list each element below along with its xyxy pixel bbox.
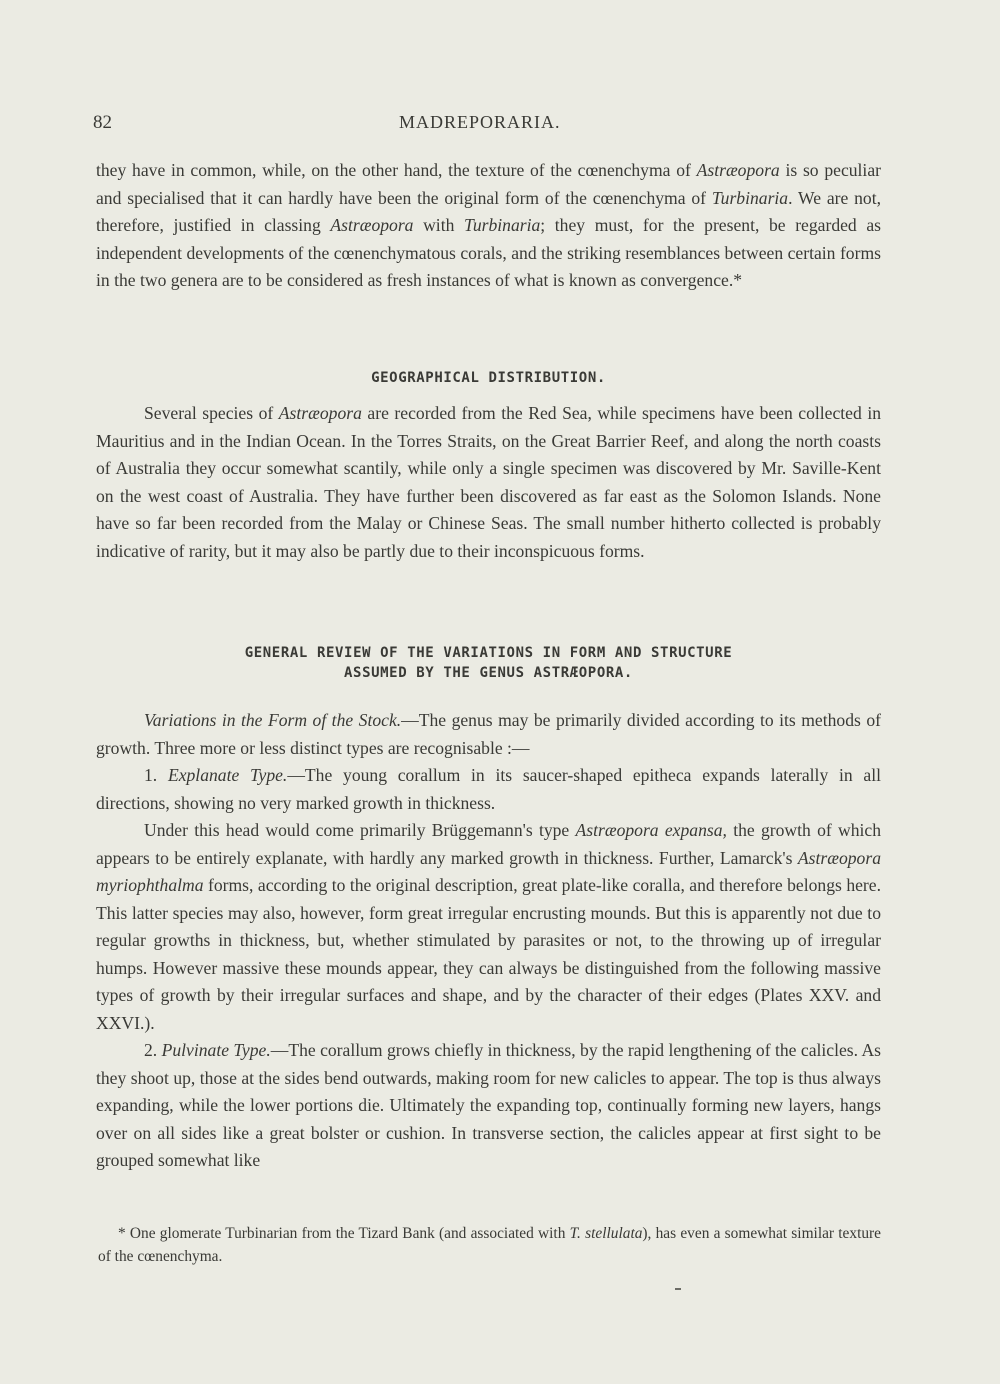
type-name: Explanate Type. bbox=[167, 765, 288, 785]
species-name: T. stellulata bbox=[569, 1225, 643, 1242]
type-name: Pulvinate Type. bbox=[161, 1040, 271, 1060]
heading-line-2: ASSUMED BY THE GENUS ASTRÆOPORA. bbox=[344, 665, 633, 681]
paragraph-explanate-type: 1. Explanate Type.—The young corallum in its saucer-shaped epitheca expands laterally in all directions, showing no very marked growth in thickness. bbox=[96, 765, 882, 813]
paragraph-convergence: they have in common, while, on the other hand, the texture of the cœnenchyma of Astræopora is so peculiar and specialised that it can hardly have been the original form of the cœnenchyma of Turbinaria. We are not, therefore, justified in classing Astræopora with Turbinaria; they must, for the present, be regarded as independent developments of the cœnenchymatous corals, and the striking resemblances between certain forms in the two genera are to be considered as fresh instances of what is known as convergence.* bbox=[96, 160, 882, 290]
body-variations bbox=[96, 707, 881, 1175]
section-heading-geographical-distribution: GEOGRAPHICAL DISTRIBUTION. bbox=[371, 370, 606, 386]
genus-name: Astræopora bbox=[696, 160, 780, 180]
genus-name: Astræopora bbox=[278, 403, 362, 423]
genus-name: Astræopora bbox=[330, 215, 414, 235]
paragraph-variations: Variations in the Form of the Stock.—The genus may be primarily divided according to its methods of growth. Three more or less distinct types are recognisable :— bbox=[96, 710, 881, 758]
heading-line-1: GENERAL REVIEW OF THE VARIATIONS IN FORM AND STRUCTURE bbox=[244, 645, 733, 661]
paragraph-pulvinate-type: 2. Pulvinate Type.—The corallum grows chiefly in thickness, by the rapid lengthening of the calicles. As they shoot up, those at the sides bend outwards, making room for new calicles to appear. The top is thus always expanding, while the lower portions die. Ultimately the expanding top, continually forming new layers, hangs over on all sides like a great bolster or cushion. In transverse section, the calicles appear at first sight to be grouped somewhat like bbox=[96, 1040, 882, 1170]
print-mark bbox=[675, 1288, 681, 1290]
paragraph-distribution: Several species of Astræopora are recorded from the Red Sea, while specimens have been collected in Mauritius and in the Indian Ocean. In the Torres Straits, on the Great Barrier Reef, and along the north coasts of Australia they occur somewhat scantily, while only a single specimen was discovered by Mr. Saville-Kent on the west coast of Australia. They have further been discovered as far east as the Solomon Islands. None have so far been recorded from the Malay or Chinese Seas. The small number hitherto collected is probably indicative of rarity, but it may also be partly due to their inconspicuous forms. bbox=[96, 403, 881, 561]
running-head: MADREPORARIA. bbox=[399, 112, 561, 132]
species-name: Astræopora myriophthalma bbox=[96, 847, 881, 895]
subsection-title: Variations in the Form of the Stock. bbox=[144, 710, 402, 730]
footnote: * One glomerate Turbinarian from the Tizard Bank (and associated with T. stellulata), has even a somewhat similar texture of the cœnenchyma. bbox=[98, 1225, 881, 1265]
species-name: Astræopora expansa, bbox=[575, 820, 727, 840]
paragraph-explanate-examples: Under this head would come primarily Brüggemann's type Astræopora expansa, the growth of which appears to be entirely explanate, with hardly any marked growth in thickness. Further, Lamarck's Astræopora myriophthalma forms, according to the original description, great plate-like coralla, and therefore belongs here. This latter species may also, however, form great irregular encrusting mounds. But this is apparently not due to regular growths in thickness, but, whether stimulated by parasites or not, to the throwing up of irregular humps. However massive these mounds appear, they can always be distinguished from the following massive types of growth by their irregular surfaces and shape, and by the character of their edges (Plates XXV. and XXVI.). bbox=[96, 820, 881, 1033]
genus-name: Turbinaria bbox=[464, 215, 541, 235]
genus-name: Turbinaria bbox=[711, 187, 789, 208]
section-heading-general-review bbox=[96, 643, 881, 683]
page-header bbox=[93, 112, 893, 142]
page-number: 82 bbox=[93, 112, 112, 133]
